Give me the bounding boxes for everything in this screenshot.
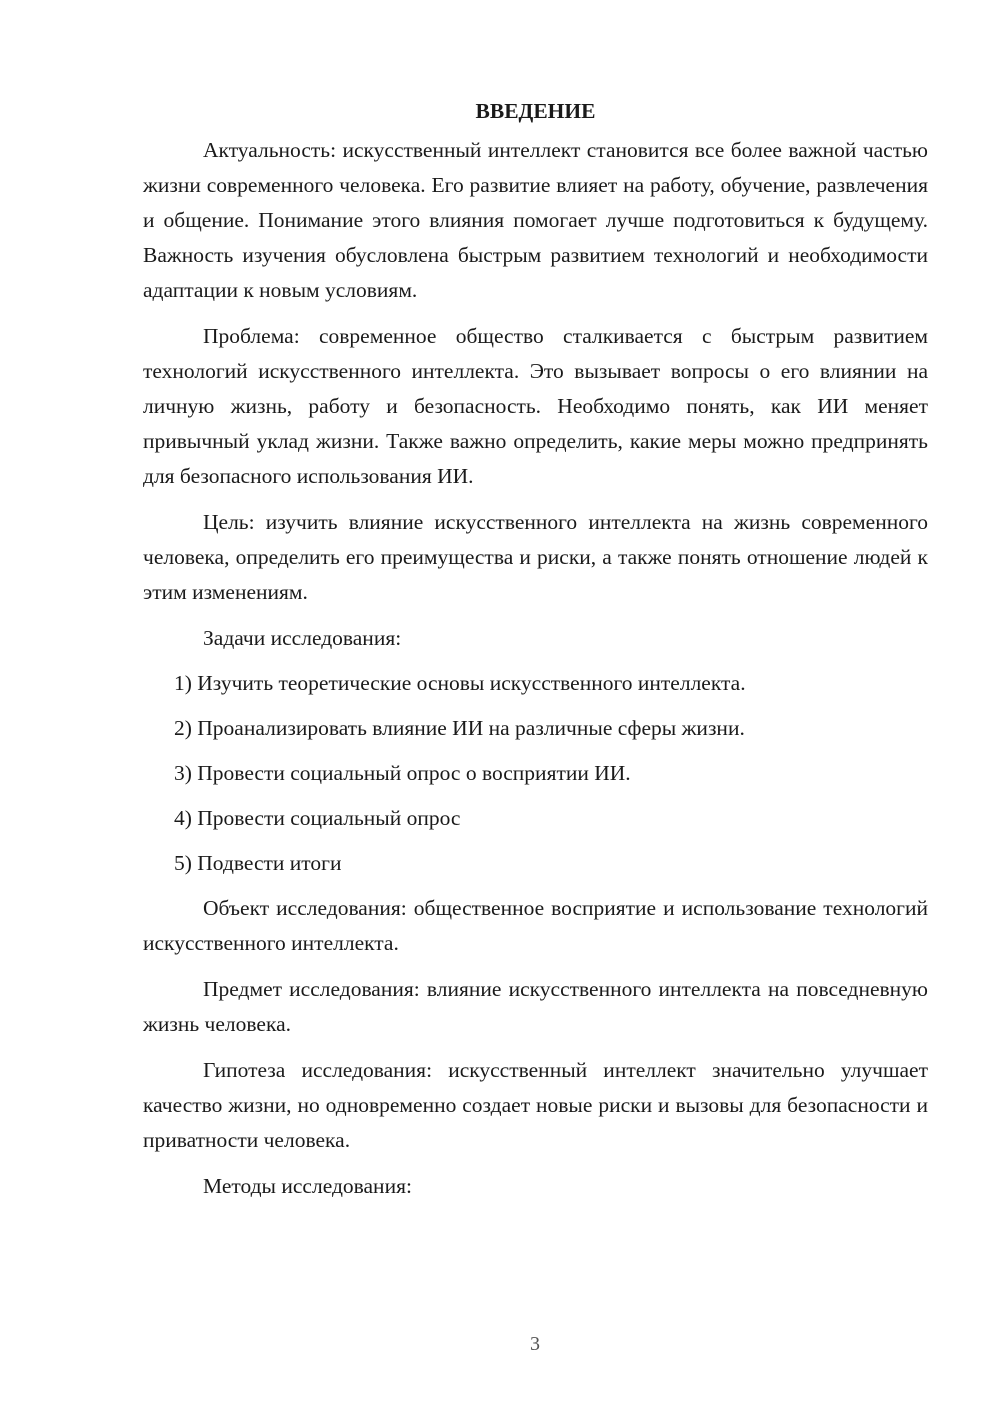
paragraph-goal: Цель: изучить влияние искусственного интеллекта на жизнь современного человека, определить его преимущества и риски, а также понять отношение людей к этим изменениям. [143, 510, 928, 604]
task-item: 4) Провести социальный опрос [174, 806, 461, 830]
paragraph-methods: Методы исследования: [203, 1174, 412, 1198]
paragraph-hypothesis: Гипотеза исследования: искусственный интеллект значительно улучшает качество жизни, но одновременно создает новые риски и вызовы для безопасности и приватности человека. [143, 1058, 928, 1152]
paragraph-problem: Проблема: современное общество сталкивается с быстрым развитием технологий искусственного интеллекта. Это вызывает вопросы о его влиянии на личную жизнь, работу и безопасность. Необходимо понять, как ИИ меняет привычный уклад жизни. Также важно определить, какие меры можно предпринять для безопасного использования ИИ. [143, 324, 928, 488]
paragraph-object: Объект исследования: общественное восприятие и использование технологий искусственного интеллекта. [143, 896, 928, 955]
page-title: ВВЕДЕНИЕ [475, 99, 596, 123]
paragraph-subject: Предмет исследования: влияние искусственного интеллекта на повседневную жизнь человека. [143, 977, 928, 1036]
document-page [143, 93, 928, 1204]
tasks-label: Задачи исследования: [203, 626, 402, 650]
task-item: 5) Подвести итоги [174, 851, 342, 875]
task-item: 1) Изучить теоретические основы искусственного интеллекта. [174, 671, 746, 695]
task-item: 2) Проанализировать влияние ИИ на различные сферы жизни. [174, 716, 745, 740]
task-item: 3) Провести социальный опрос о восприятии ИИ. [174, 761, 631, 785]
paragraph-relevance: Актуальность: искусственный интеллект становится все более важной частью жизни современного человека. Его развитие влияет на работу, обучение, развлечения и общение. Понимание этого влияния помогает лучше подготовиться к будущему. Важность изучения обусловлена быстрым развитием технологий и необходимости адаптации к новым условиям. [143, 138, 928, 302]
page-number: 3 [530, 1333, 540, 1355]
